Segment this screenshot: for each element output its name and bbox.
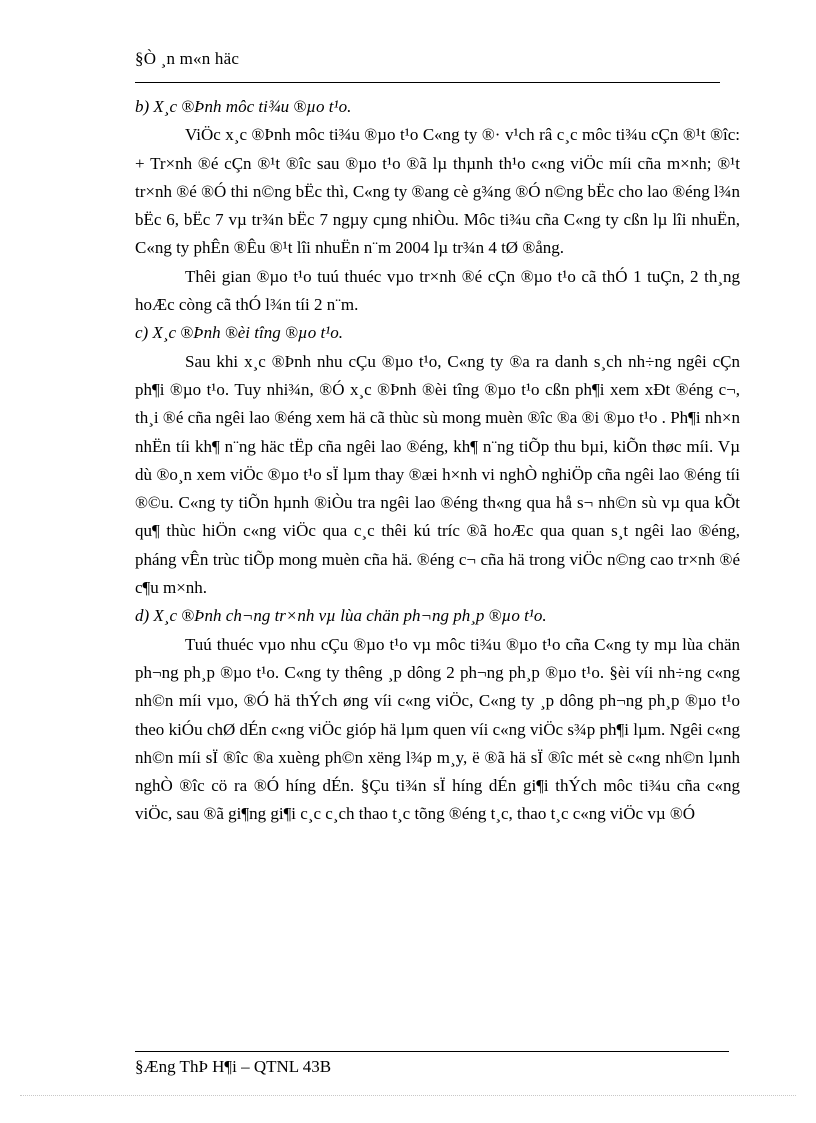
paragraph (135, 631, 740, 829)
text-line: c) X¸c ®Þnh ®èi tîng ®µo t¹o. (135, 323, 344, 343)
text-line: ®îc ®a ®i ®µo t¹o . Ph¶i nh×n nhËn tíi kh¶ n¨ng häc tËp cña ngêi lao (135, 408, 740, 456)
section-heading-c (135, 319, 740, 347)
text-line: sau ®ã gi¶ng gi¶i c¸c c¸ch thao t¸c tõng ®éng t¸c, thao t¸c c«ng viÖc vµ ®Ó (176, 804, 696, 824)
text-line: t¹o. §èi víi nh÷ng c«ng nh©n míi vµo, ®Ó hä thÝch øng víi c«ng viÖc, C«ng (135, 662, 740, 711)
text-line: ngêi cÇn ph¶i ®µo t¹o. Tuy nhi¾n, ®Ó x¸c ®Þnh ®èi tîng ®µo t¹o cßn ph¶i (135, 351, 740, 399)
section-heading-d (135, 602, 740, 630)
footer-rule (135, 1051, 729, 1052)
text-line: míi cña m×nh; ®¹t tr×nh ®é ®Ó thi n©ng bËc thì, C«ng ty ®ang cè g¾ng (135, 153, 741, 201)
text-line: ph©n xëng l¾p m¸y, ë ®ã hä sÏ ®îc mét sè c«ng nh©n lµnh nghÒ ®îc cö (135, 747, 740, 796)
text-line: ®¹t ®îc: + Tr×nh ®é cÇn ®¹t ®îc sau ®µo t¹o ®ã lµ thµnh th¹o c«ng viÖc (135, 125, 740, 173)
text-line: ty ¸p dông ph¬ng ph¸p ®µo t¹o theo kiÓu chØ dÉn c«ng viÖc gióp hä lµm (135, 691, 741, 739)
text-line: ®Ó n©ng bËc cho lao ®éng l¾n bËc 6, bËc 7 vµ tr¾n bËc 7 ngµy cµng nhiÒu. (135, 181, 741, 230)
text-line: ®éng, pháng vÊn trùc tiÕp mong muèn cña hä. ®éng c¬ cña hä trong viÖc (135, 521, 741, 569)
text-line: n©ng cao tr×nh ®é c¶u m×nh. (135, 549, 740, 598)
paragraph (135, 121, 740, 262)
text-line: lùa chän ph¬ng ph¸p ®µo t¹o. C«ng ty thêng ¸p dông 2 ph¬ng ph¸p ®µo (135, 634, 741, 682)
section-heading-b (135, 93, 740, 121)
text-line: ViÖc x¸c ®Þnh môc ti¾u ®µo t¹o C«ng ty ®· v¹ch râ c¸c môc ti¾u cÇn (185, 125, 679, 145)
text-line: ®éng, kh¶ n¨ng tiÕp thu bµi, kiÕn thøc míi. Vµ dù ®o¸n xem viÖc ®µo t¹o sÏ (135, 436, 741, 484)
text-line: 2 th¸ng hoÆc còng cã thÓ l¾n tíi 2 n¨m. (135, 266, 740, 315)
text-line: b) X¸c ®Þnh môc ti¾u ®µo t¹o. (135, 97, 352, 116)
text-line: thùc hiÖn c«ng viÖc qua c¸c thêi kú tríc ®ã hoÆc qua quan s¸t ngêi lao (166, 521, 692, 541)
page-header-title: §Ò ¸n m«n häc (135, 49, 240, 68)
paragraph (135, 263, 740, 320)
header-rule (135, 82, 720, 83)
document-body (135, 93, 740, 829)
page-boundary (20, 1095, 796, 1096)
text-line: Môc ti¾u cña C«ng ty cßn lµ lîi nhuËn, C«ng ty phÊn ®Êu ®¹t lîi nhuËn n¨m (135, 210, 740, 258)
text-line: d) X¸c ®Þnh ch¬ng tr×nh vµ lùa chän ph¬ng ph¸p ®µo t¹o. (135, 606, 547, 626)
text-line: Tuú thuéc vµo nhu cÇu ®µo t¹o vµ môc ti¾u ®µo t¹o cña C«ng ty mµ (185, 634, 678, 654)
text-line: 2004 lµ tr¾n 4 tØ ®ång. (395, 238, 565, 258)
text-line: tiÕn hµnh ®iÒu tra ngêi lao ®éng th«ng qua hå s¬ nh©n sù vµ qua kÕt qu¶ (135, 493, 740, 541)
text-line: lµm thay ®æi h×nh vi nghÒ nghiÖp cña ngêi lao ®éng tíi ®©u. C«ng ty (135, 464, 741, 513)
text-line: Thêi gian ®µo t¹o tuú thuéc vµo tr×nh ®é cÇn ®µo t¹o cã thÓ 1 tuÇn, (185, 266, 685, 286)
text-line: ra ®Ó híng dÉn. §Çu ti¾n sÏ híng dÉn gi¶i thÝch môc ti¾u cña c«ng viÖc, (135, 776, 740, 824)
text-line: xem xÐt ®éng c¬, th¸i ®é cña ngêi lao ®éng xem hä cã thùc sù mong muèn (135, 379, 740, 428)
text-line: quen víi c«ng viÖc s¾p ph¶i lµm. Ngêi c«ng nh©n míi sÏ ®îc ®a xuèng (135, 719, 741, 767)
paragraph (135, 348, 740, 603)
text-line: Sau khi x¸c ®Þnh nhu cÇu ®µo t¹o, C«ng ty ®a ra danh s¸ch nh÷ng (185, 351, 672, 371)
page-footer-author: §Æng ThÞ H¶i – QTNL 43B (135, 1057, 332, 1076)
